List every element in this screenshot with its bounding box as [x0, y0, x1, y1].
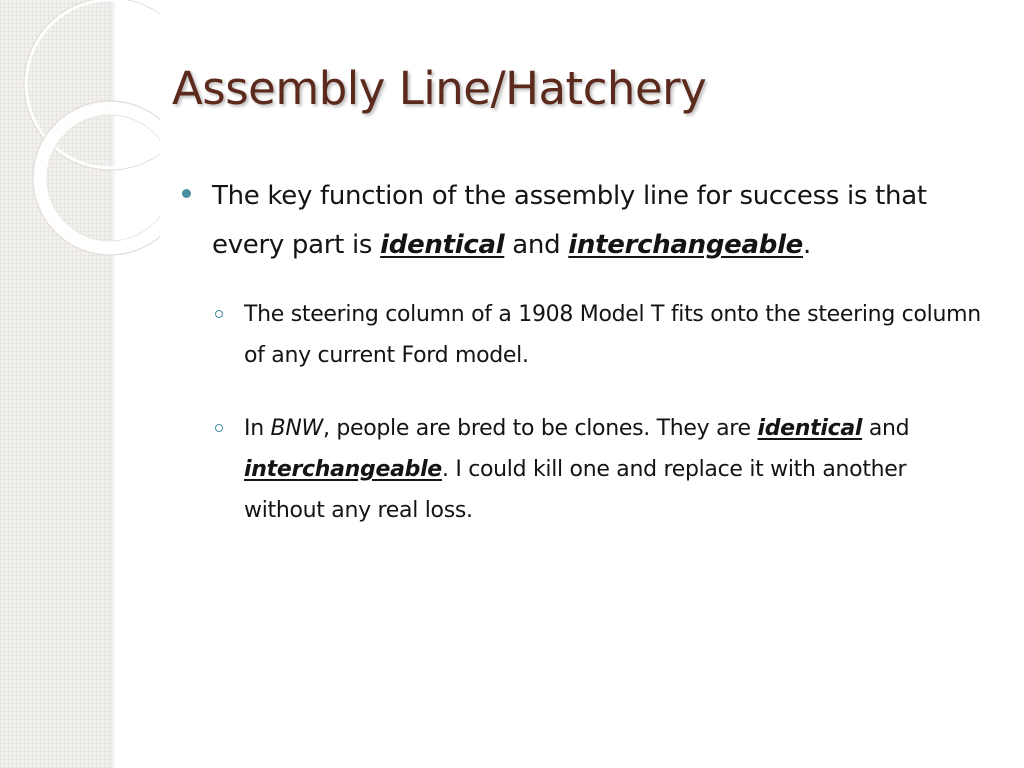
emphasis-identical: identical: [380, 230, 505, 260]
bullet-text-part: and: [504, 230, 569, 260]
slide-content: [182, 172, 982, 563]
sub-bullet-bnw-clones: [213, 408, 982, 531]
bullet-item-assembly-line: [182, 172, 982, 270]
bullet-text-part: .: [803, 230, 811, 260]
emphasis-interchangeable: interchangeable: [244, 457, 442, 482]
sub-bullet-model-t: [213, 294, 982, 376]
sub-bullet-list: [213, 294, 982, 531]
decorative-ring-inner: [40, 108, 160, 248]
sub-bullet-text-part: , people are bred to be clones. They are: [322, 416, 758, 441]
book-title-bnw: BNW: [270, 416, 323, 441]
sub-bullet-icon: [215, 424, 223, 432]
sub-bullet-text-part: . I could kill one and replace it with another without any real loss.: [244, 457, 907, 523]
sub-bullet-text-part: and: [862, 416, 910, 441]
emphasis-interchangeable: interchangeable: [568, 230, 804, 260]
sub-bullet-icon: [215, 310, 223, 318]
sub-bullet-text: The steering column of a 1908 Model T fits onto the steering column of any current Ford model.: [244, 302, 981, 368]
bullet-text-part: The key function of the assembly line for success is that every part is: [212, 181, 927, 260]
decorative-ring-inner-shade: [33, 101, 160, 255]
slide-title: Assembly Line/Hatchery: [172, 62, 707, 115]
decorative-rings: [0, 0, 160, 260]
bullet-icon: [182, 189, 191, 198]
emphasis-identical: identical: [757, 416, 863, 441]
sub-bullet-text-part: In: [244, 416, 271, 441]
